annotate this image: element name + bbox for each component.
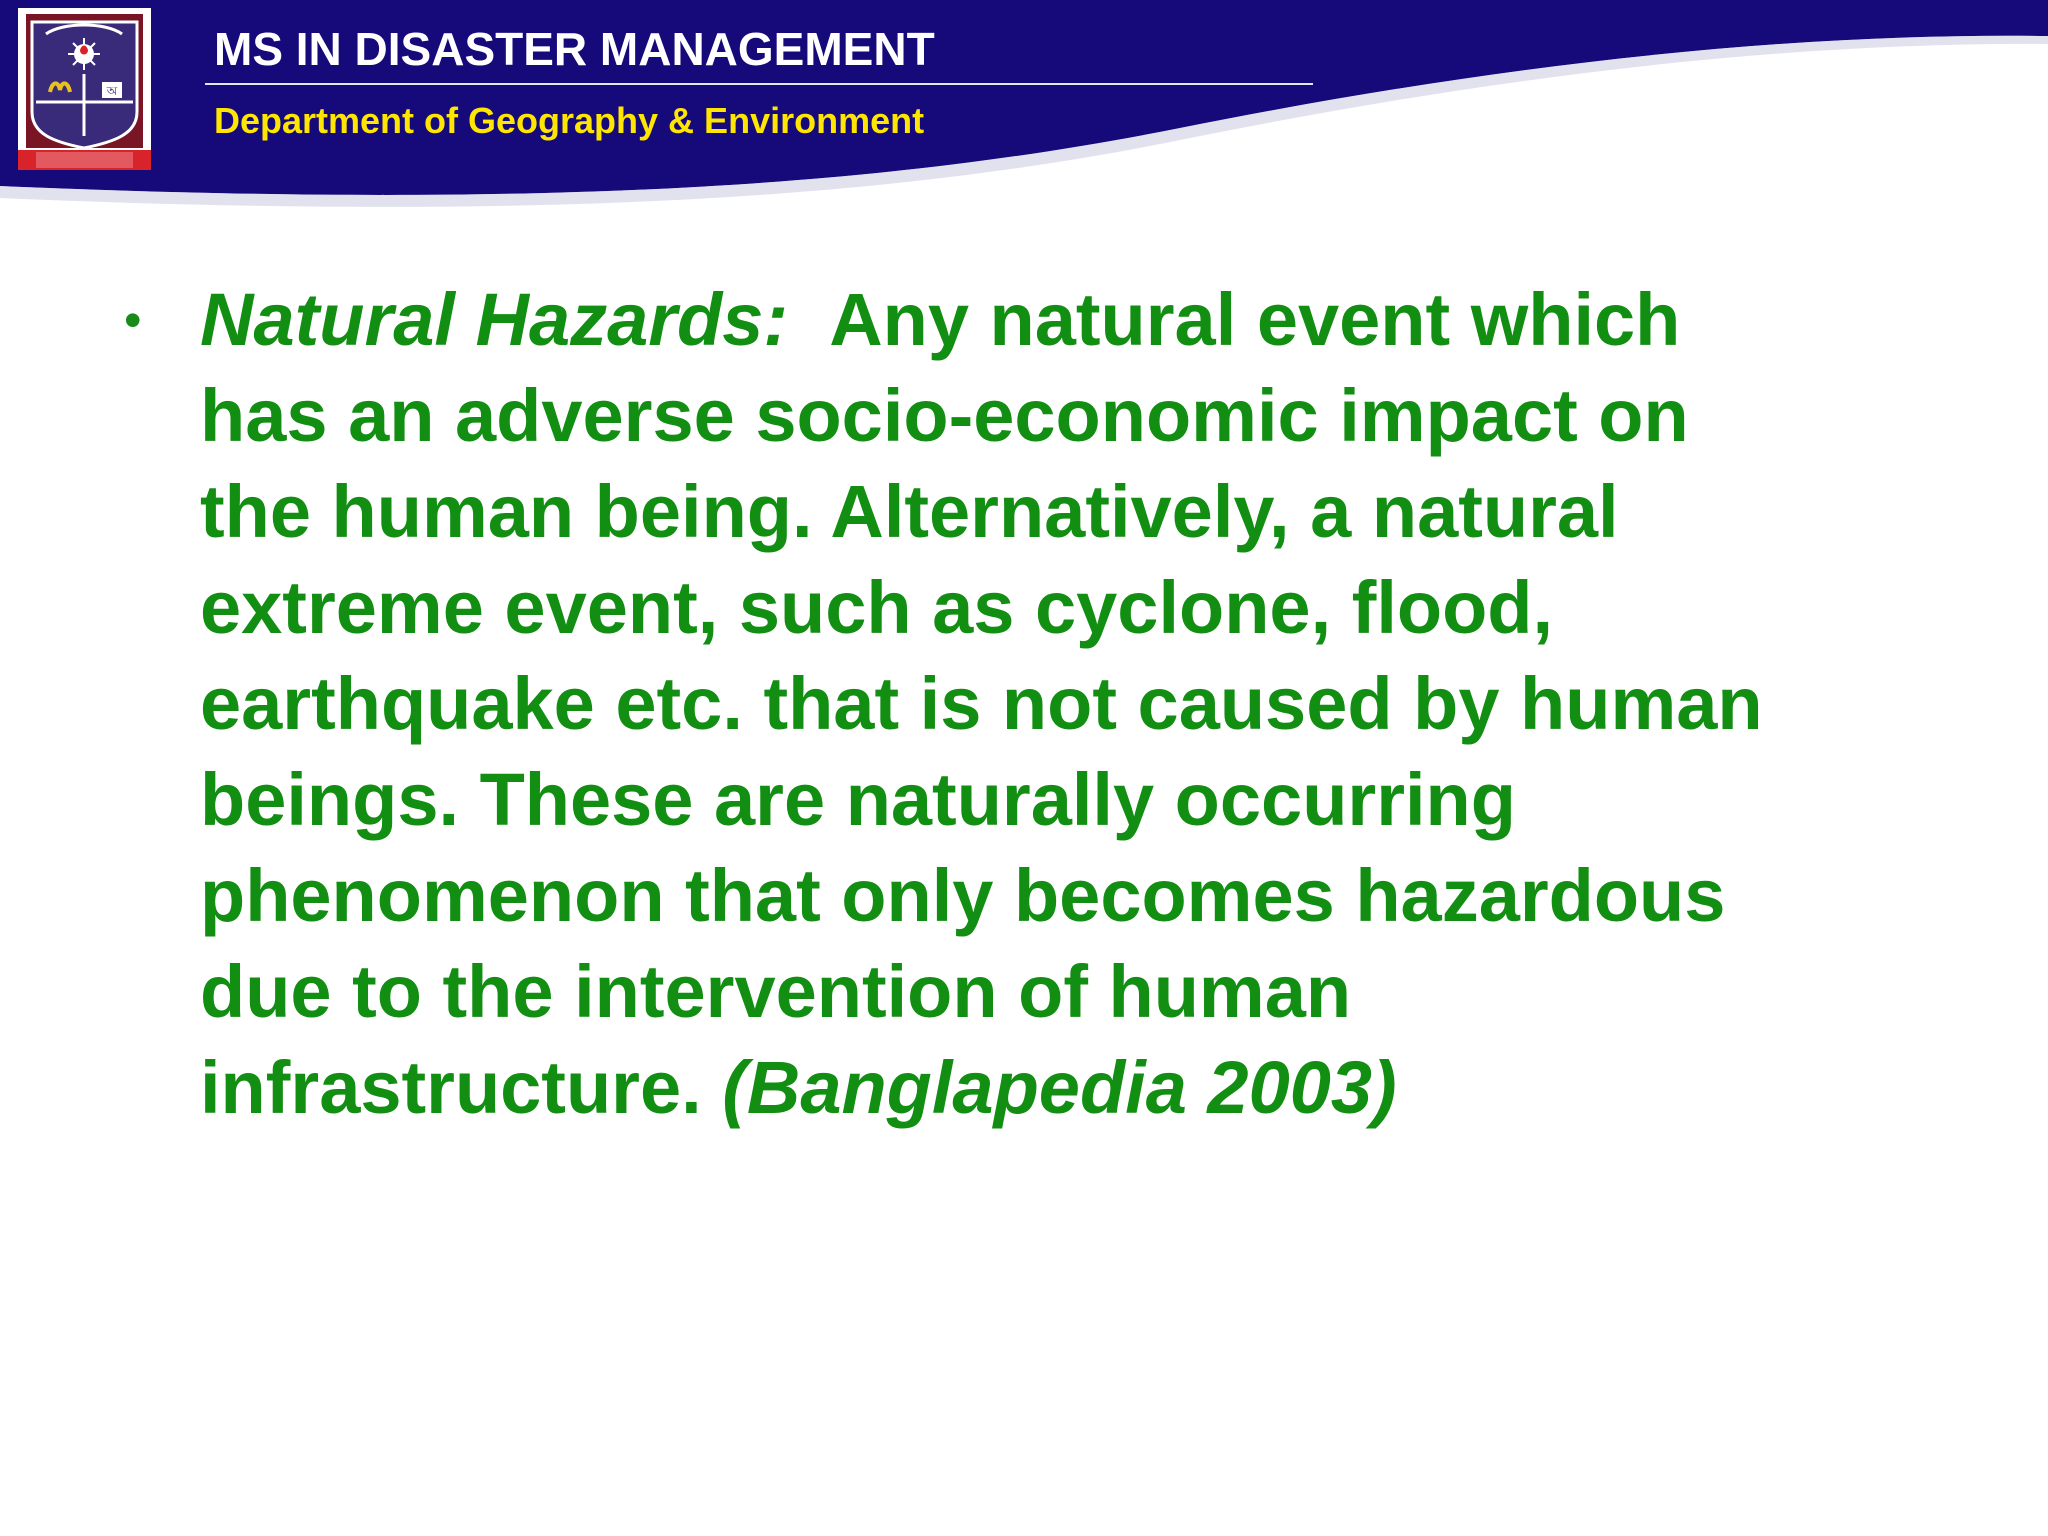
definition-line-2: has an adverse socio-economic impact on bbox=[200, 374, 1689, 457]
line1-text: Any natural event which bbox=[829, 278, 1681, 361]
definition-line-4: extreme event, such as cyclone, flood, bbox=[200, 566, 1554, 649]
definition-line-9 bbox=[200, 1040, 1920, 1136]
bullet-item bbox=[120, 272, 1920, 1136]
definition-text bbox=[200, 272, 1920, 1136]
term-label: Natural Hazards: bbox=[200, 278, 789, 361]
definition-line-6: beings. These are naturally occurring bbox=[200, 758, 1516, 841]
bullet-icon: • bbox=[124, 292, 142, 348]
department-subtitle: Department of Geography & Environment bbox=[214, 100, 925, 141]
definition-line-7: phenomenon that only becomes hazardous bbox=[200, 854, 1726, 937]
definition-line-3: the human being. Alternatively, a natural bbox=[200, 470, 1619, 553]
definition-line-1 bbox=[200, 272, 1920, 368]
svg-text:অ: অ bbox=[106, 84, 118, 98]
definition-line-8: due to the intervention of human bbox=[200, 950, 1352, 1033]
header-divider bbox=[205, 83, 1313, 85]
definition-line-5: earthquake etc. that is not caused by human bbox=[200, 662, 1763, 745]
university-crest-icon bbox=[18, 8, 151, 170]
slide-title: MS IN DISASTER MANAGEMENT bbox=[214, 23, 935, 75]
slide-content bbox=[120, 272, 1920, 1136]
citation: (Banglapedia 2003) bbox=[722, 1046, 1397, 1129]
line9-text: infrastructure. bbox=[200, 1046, 702, 1129]
